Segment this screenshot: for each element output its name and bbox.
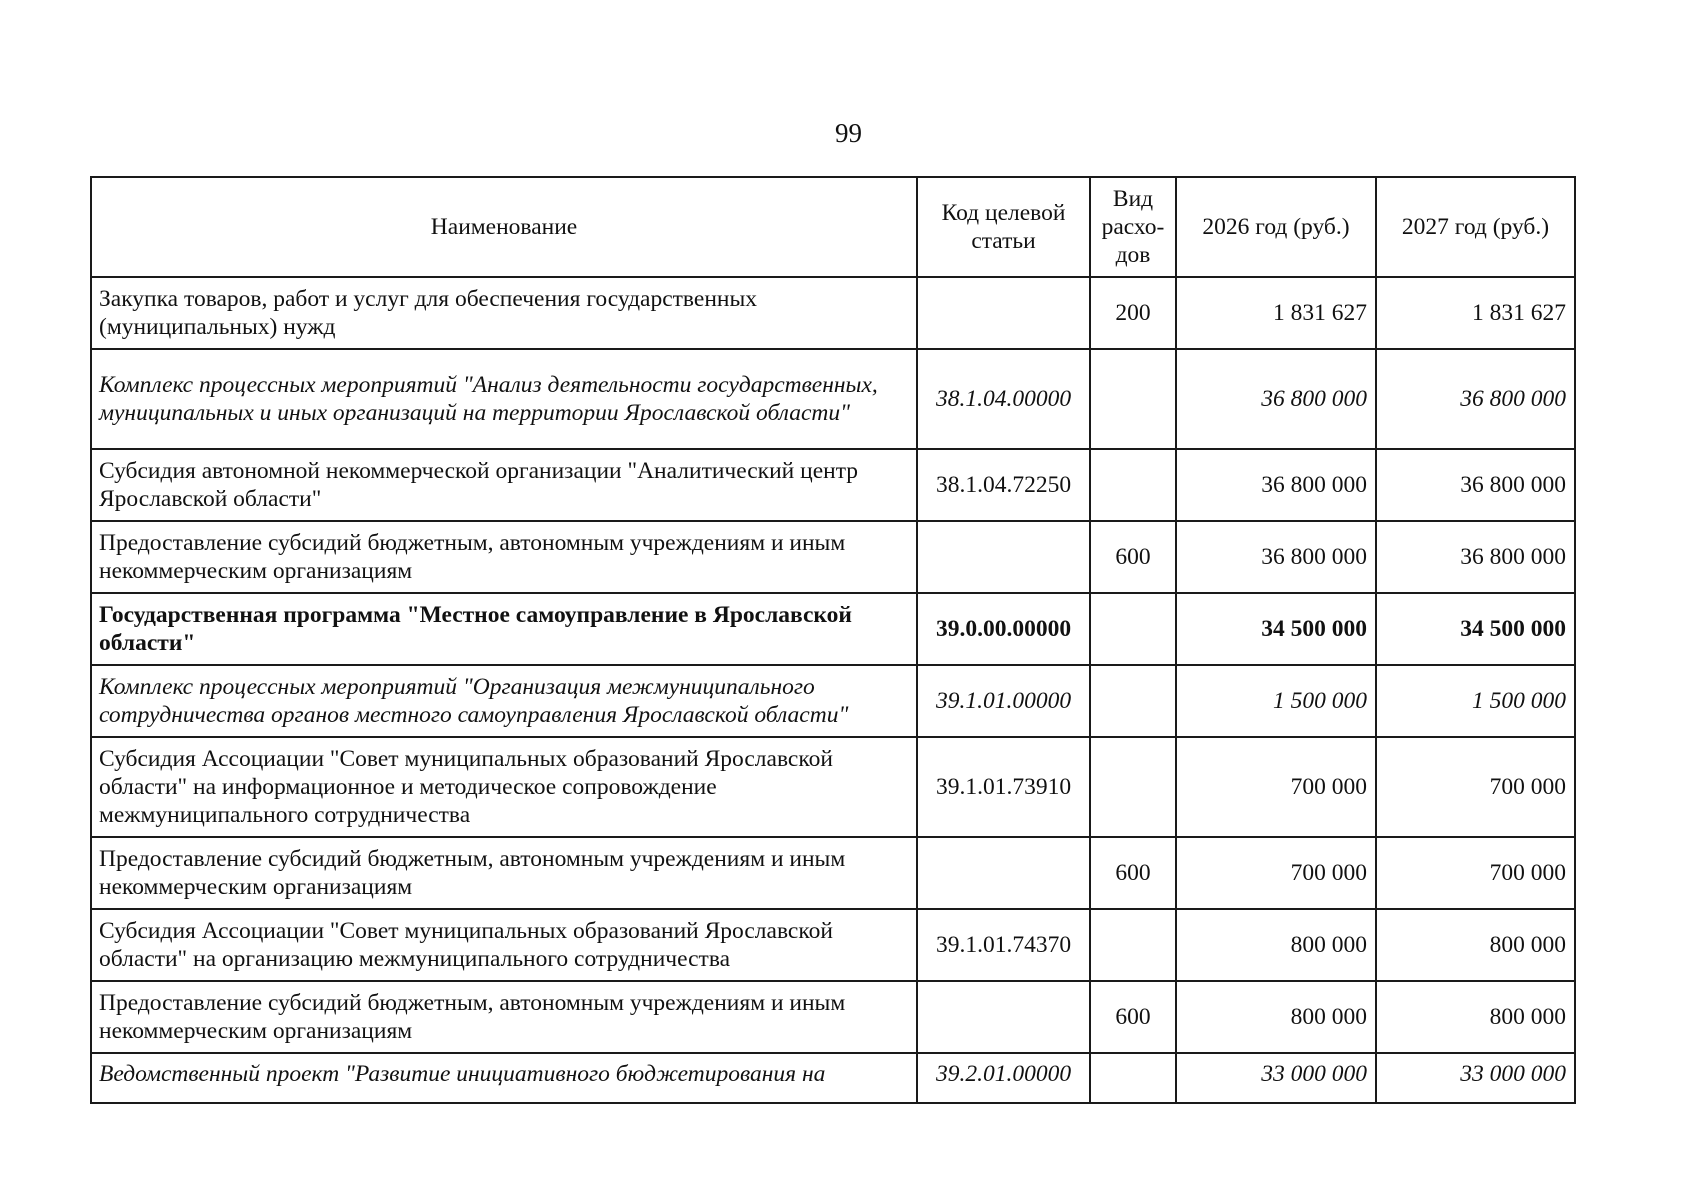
cell-2026: 36 800 000 <box>1176 349 1376 449</box>
cell-name: Предоставление субсидий бюджетным, автономным учреждениям и иным некоммерческим организациям <box>91 981 917 1053</box>
cell-2027: 800 000 <box>1376 909 1575 981</box>
cell-code: 38.1.04.00000 <box>917 349 1090 449</box>
cell-2027: 36 800 000 <box>1376 449 1575 521</box>
table-row <box>91 909 1575 981</box>
cell-kind <box>1090 349 1176 449</box>
cell-kind: 600 <box>1090 521 1176 593</box>
cell-2027: 700 000 <box>1376 837 1575 909</box>
cell-code: 39.1.01.00000 <box>917 665 1090 737</box>
table-row <box>91 449 1575 521</box>
cell-name: Предоставление субсидий бюджетным, автономным учреждениям и иным некоммерческим организациям <box>91 837 917 909</box>
cell-name: Субсидия Ассоциации "Совет муниципальных образований Ярославской области" на информационное и методическое сопровождение межмуниципального сотрудничества <box>91 737 917 837</box>
table-row <box>91 277 1575 349</box>
table-header-row <box>91 177 1575 277</box>
cell-name: Субсидия автономной некоммерческой организации "Аналитический центр Ярославской области" <box>91 449 917 521</box>
header-kind: Вид расхо-дов <box>1090 177 1176 277</box>
cell-name: Закупка товаров, работ и услуг для обеспечения государственных (муниципальных) нужд <box>91 277 917 349</box>
cell-kind: 600 <box>1090 981 1176 1053</box>
cell-kind <box>1090 1053 1176 1103</box>
cell-2027: 34 500 000 <box>1376 593 1575 665</box>
cell-2027: 800 000 <box>1376 981 1575 1053</box>
cell-code <box>917 521 1090 593</box>
table-row <box>91 837 1575 909</box>
cell-code: 38.1.04.72250 <box>917 449 1090 521</box>
header-name: Наименование <box>91 177 917 277</box>
cell-2026: 800 000 <box>1176 909 1376 981</box>
cell-2027: 1 500 000 <box>1376 665 1575 737</box>
table-row <box>91 349 1575 449</box>
cell-kind <box>1090 665 1176 737</box>
cell-2027: 33 000 000 <box>1376 1053 1575 1103</box>
cell-2026: 36 800 000 <box>1176 521 1376 593</box>
cell-name: Государственная программа "Местное самоуправление в Ярославской области" <box>91 593 917 665</box>
cell-2026: 1 831 627 <box>1176 277 1376 349</box>
cell-kind: 600 <box>1090 837 1176 909</box>
page-number: 99 <box>835 118 862 148</box>
cell-2026: 700 000 <box>1176 737 1376 837</box>
cell-code: 39.0.00.00000 <box>917 593 1090 665</box>
cell-2026: 34 500 000 <box>1176 593 1376 665</box>
table-row <box>91 665 1575 737</box>
cell-2027: 36 800 000 <box>1376 521 1575 593</box>
cell-kind <box>1090 737 1176 837</box>
header-2027: 2027 год (руб.) <box>1376 177 1575 277</box>
table-row <box>91 521 1575 593</box>
cell-kind <box>1090 593 1176 665</box>
cell-code <box>917 277 1090 349</box>
cell-name: Комплекс процессных мероприятий "Анализ деятельности государственных, муниципальных и иных организаций на территории Ярославской области" <box>91 349 917 449</box>
cell-kind <box>1090 909 1176 981</box>
cell-code: 39.1.01.73910 <box>917 737 1090 837</box>
cell-2026: 700 000 <box>1176 837 1376 909</box>
cell-code <box>917 837 1090 909</box>
cell-name: Субсидия Ассоциации "Совет муниципальных образований Ярославской области" на организацию межмуниципального сотрудничества <box>91 909 917 981</box>
header-2026: 2026 год (руб.) <box>1176 177 1376 277</box>
cell-2026: 36 800 000 <box>1176 449 1376 521</box>
cell-name: Комплекс процессных мероприятий "Организация межмуниципального сотрудничества органов местного самоуправления Ярославской области" <box>91 665 917 737</box>
cell-2027: 36 800 000 <box>1376 349 1575 449</box>
cell-code: 39.2.01.00000 <box>917 1053 1090 1103</box>
cell-code <box>917 981 1090 1053</box>
table-row <box>91 593 1575 665</box>
table-row <box>91 1053 1575 1103</box>
cell-kind <box>1090 449 1176 521</box>
cell-2027: 700 000 <box>1376 737 1575 837</box>
cell-kind: 200 <box>1090 277 1176 349</box>
cell-2026: 800 000 <box>1176 981 1376 1053</box>
header-code: Код целевой статьи <box>917 177 1090 277</box>
cell-name: Ведомственный проект "Развитие инициативного бюджетирования на <box>91 1053 917 1103</box>
cell-2026: 33 000 000 <box>1176 1053 1376 1103</box>
budget-table <box>90 176 1576 1104</box>
table-row <box>91 737 1575 837</box>
cell-code: 39.1.01.74370 <box>917 909 1090 981</box>
cell-2026: 1 500 000 <box>1176 665 1376 737</box>
cell-2027: 1 831 627 <box>1376 277 1575 349</box>
table-row <box>91 981 1575 1053</box>
cell-name: Предоставление субсидий бюджетным, автономным учреждениям и иным некоммерческим организациям <box>91 521 917 593</box>
